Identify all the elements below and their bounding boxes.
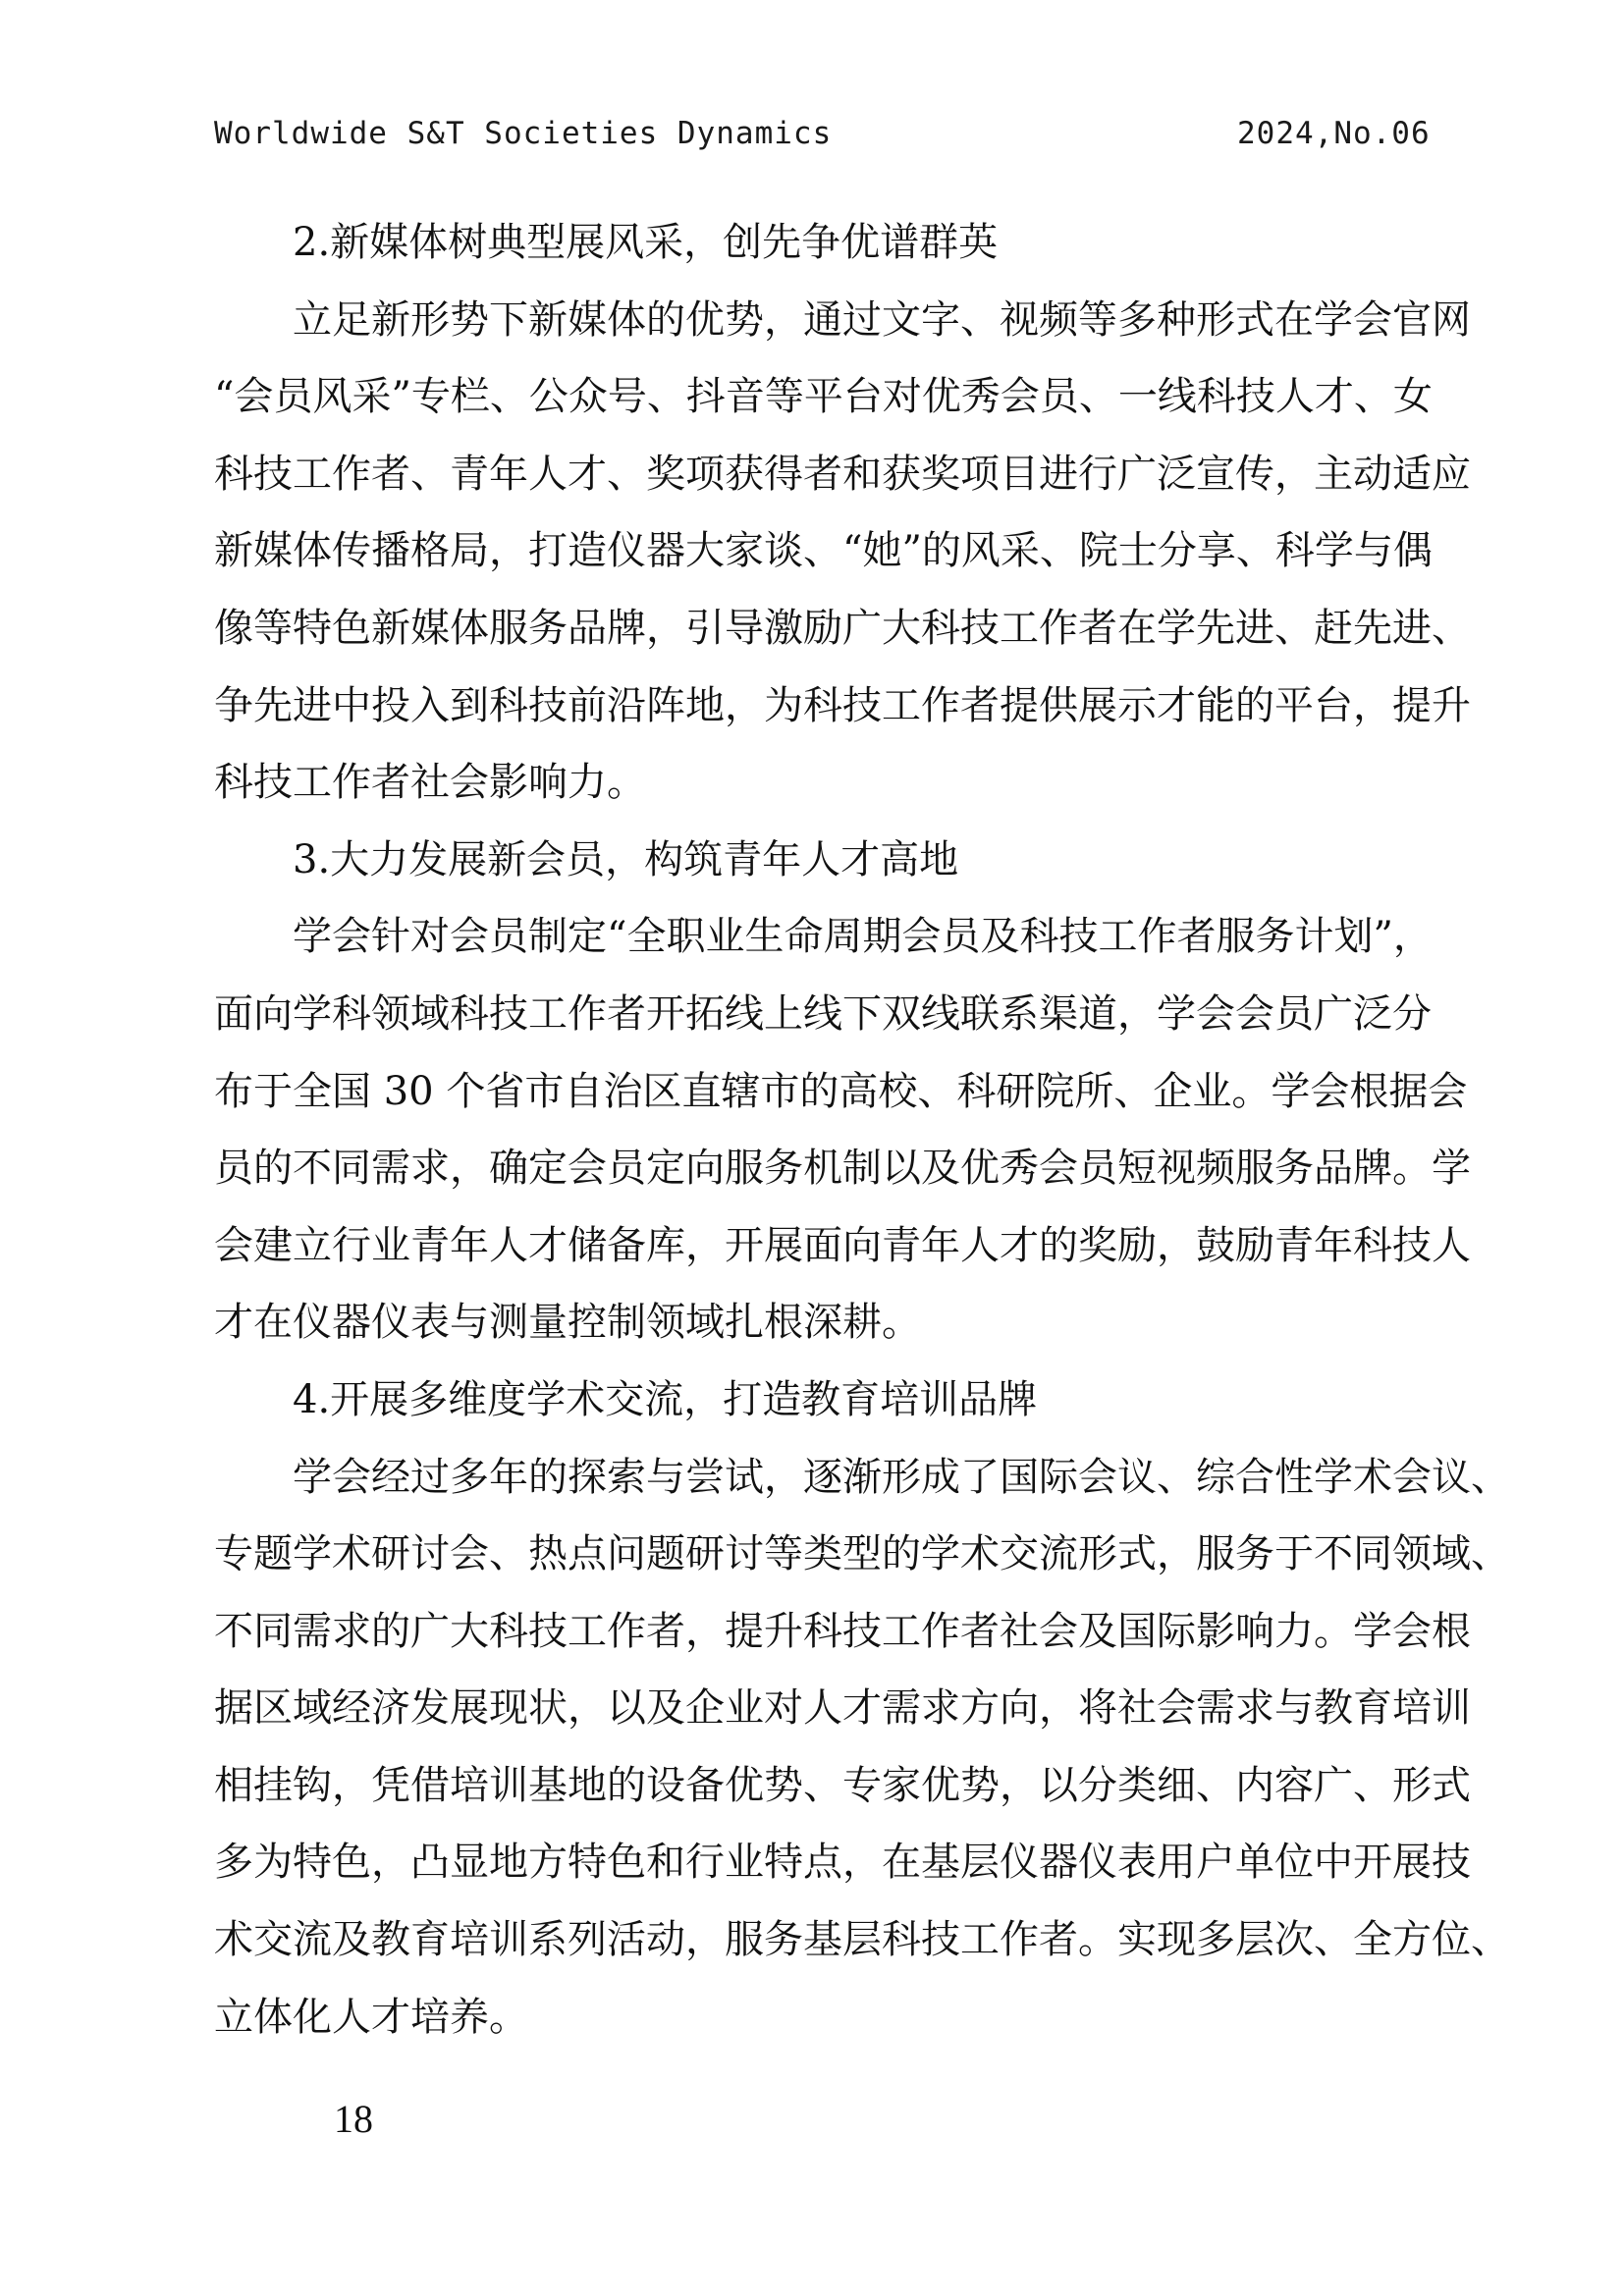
paragraph-line: 专题学术研讨会、热点问题研讨等类型的学术交流形式，服务于不同领域、: [214, 1531, 1510, 1577]
paragraph-line: 布于全国 30 个省市自治区直辖市的高校、科研院所、企业。学会根据会: [214, 1068, 1468, 1114]
section-heading: 4.开展多维度学术交流，打造教育培训品牌: [293, 1376, 1038, 1422]
paragraph-line: 争先进中投入到科技前沿阵地，为科技工作者提供展示才能的平台，提升: [214, 682, 1471, 728]
paragraph-line: 会建立行业青年人才储备库，开展面向青年人才的奖励，鼓励青年科技人: [214, 1222, 1471, 1268]
paragraph-line: 学会针对会员制定“全职业生命周期会员及科技工作者服务计划”，: [214, 914, 1433, 960]
article-body: [214, 204, 1510, 2056]
paragraph-line: 立足新形势下新媒体的优势，通过文字、视频等多种形式在学会官网: [214, 296, 1471, 343]
section-heading: 2.新媒体树典型展风采，创先争优谱群英: [293, 220, 999, 265]
paragraph-line: 员的不同需求，确定会员定向服务机制以及优秀会员短视频服务品牌。学: [214, 1146, 1471, 1192]
paragraph-line: “会员风采”专栏、公众号、抖音等平台对优秀会员、一线科技人才、女: [214, 374, 1433, 420]
paragraph-line: 术交流及教育培训系列活动，服务基层科技工作者。实现多层次、全方位、: [214, 1917, 1510, 1963]
paragraph-line: 科技工作者、青年人才、奖项获得者和获奖项目进行广泛宣传，主动适应: [214, 451, 1471, 497]
paragraph-line: 多为特色，凸显地方特色和行业特点，在基层仪器仪表用户单位中开展技: [214, 1840, 1471, 1886]
paragraph-line: 不同需求的广大科技工作者，提升科技工作者社会及国际影响力。学会根: [214, 1608, 1471, 1654]
paragraph-line: 科技工作者社会影响力。: [214, 760, 646, 806]
page-number: 18: [334, 2097, 373, 2141]
paragraph-line: 才在仪器仪表与测量控制领域扎根深耕。: [214, 1300, 921, 1346]
section-heading: 3.大力发展新会员，构筑青年人才高地: [293, 836, 959, 882]
paragraph-line: 学会经过多年的探索与尝试，逐渐形成了国际会议、综合性学术会议、: [214, 1454, 1510, 1500]
running-header-journal: Worldwide S&T Societies Dynamics: [214, 116, 833, 151]
paragraph-line: 面向学科领域科技工作者开拓线上线下双线联系渠道，学会会员广泛分: [214, 990, 1432, 1037]
paragraph-line: 相挂钩，凭借培训基地的设备优势、专家优势，以分类细、内容广、形式: [214, 1762, 1471, 1808]
running-header-issue: 2024,No.06: [1237, 116, 1431, 151]
paragraph-line: 像等特色新媒体服务品牌，引导激励广大科技工作者在学先进、赶先进、: [214, 605, 1471, 651]
paragraph-line: 立体化人才培养。: [214, 1994, 528, 2040]
paragraph-line: 新媒体传播格局，打造仪器大家谈、“她”的风采、院士分享、科学与偶: [214, 528, 1433, 574]
paragraph-line: 据区域经济发展现状，以及企业对人才需求方向，将社会需求与教育培训: [214, 1685, 1471, 1732]
